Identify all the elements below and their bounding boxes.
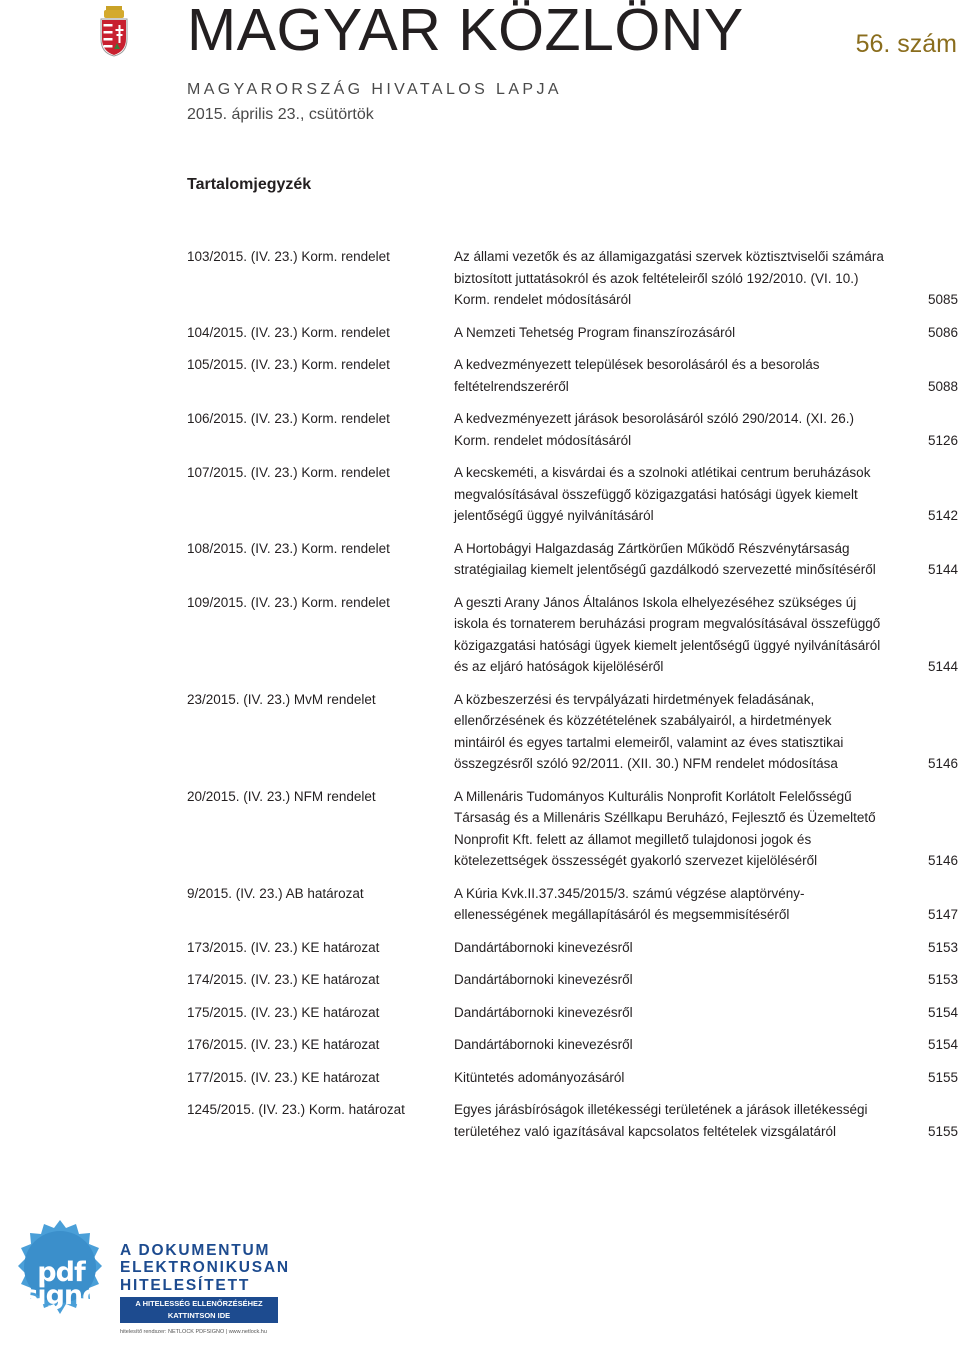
toc-entry-title: Dandártábornoki kinevezésről	[454, 1004, 633, 1020]
toc-entry-page: 5085	[927, 292, 958, 307]
toc-entry[interactable]	[187, 689, 960, 775]
table-of-contents	[187, 246, 960, 1153]
toc-entry[interactable]	[187, 322, 960, 344]
publication-date: 2015. április 23., csütörtök	[187, 106, 374, 123]
toc-entry-page: 5155	[927, 1123, 958, 1139]
toc-entry[interactable]	[187, 408, 960, 451]
toc-entry[interactable]	[187, 937, 960, 959]
toc-heading: Tartalomjegyzék	[187, 176, 312, 193]
issue-number: 56. szám	[855, 30, 957, 58]
hungarian-coat-of-arms-icon	[99, 5, 129, 57]
toc-entry-reference: 23/2015. (IV. 23.) MvM rendelet	[187, 691, 376, 707]
toc-entry-title: A kedvezményezett járások besorolásáról szóló 290/2014. (XI. 26.) Korm. rendelet módosításáról	[454, 411, 854, 448]
toc-entry[interactable]	[187, 462, 960, 527]
toc-entry-reference: 9/2015. (IV. 23.) AB határozat	[187, 885, 364, 901]
toc-entry-reference: 109/2015. (IV. 23.) Korm. rendelet	[187, 594, 390, 610]
signo-logo: pdf signo	[22, 1257, 100, 1311]
toc-entry-title: A közbeszerzési és tervpályázati hirdetmények feladásának, ellenőrzésének és közzétételének szabályairól, a hirdetmények mintáiról és egyes tartalmi elemeiről, valamint az éves statisztikai összegzésről szóló 92/2011. (XII. 30.) NFM rendelet módosítása	[454, 691, 844, 771]
toc-entry-reference: 104/2015. (IV. 23.) Korm. rendelet	[187, 324, 390, 340]
toc-entry-reference: 174/2015. (IV. 23.) KE határozat	[187, 972, 380, 987]
toc-entry[interactable]	[187, 1002, 960, 1024]
toc-entry[interactable]	[187, 246, 960, 311]
toc-entry-reference: 103/2015. (IV. 23.) Korm. rendelet	[187, 249, 390, 264]
signo-line-1: A DOKUMENTUM	[120, 1242, 271, 1259]
toc-entry-reference: 20/2015. (IV. 23.) NFM rendelet	[187, 788, 376, 804]
toc-entry[interactable]	[187, 969, 960, 991]
toc-entry-page: 5126	[927, 432, 958, 448]
toc-entry-page: 5155	[927, 1069, 958, 1085]
toc-entry-page: 5153	[927, 939, 958, 955]
toc-entry-page: 5144	[927, 659, 958, 674]
toc-entry[interactable]	[187, 1099, 960, 1142]
toc-entry-page: 5147	[927, 907, 958, 922]
page-title: MAGYAR KÖZLÖNY	[187, 0, 744, 63]
toc-entry-title: Dandártábornoki kinevezésről	[454, 972, 633, 987]
toc-entry-title: A Hortobágyi Halgazdaság Zártkörűen Működő Részvénytársaság stratégiailag kiemelt jelentőségű gazdálkodó szervezetté minősítéséről	[454, 540, 876, 577]
toc-entry-reference: 108/2015. (IV. 23.) Korm. rendelet	[187, 540, 390, 556]
toc-entry-reference: 175/2015. (IV. 23.) KE határozat	[187, 1004, 380, 1020]
toc-entry-page: 5154	[927, 1037, 958, 1052]
toc-entry-page: 5146	[927, 756, 958, 771]
toc-entry-title: A kecskeméti, a kisvárdai és a szolnoki atlétikai centrum beruházások megvalósításával összefüggő közigazgatási hatósági ügyek kiemelt jelentőségű üggyé nyilvánításáról	[454, 465, 871, 523]
toc-entry[interactable]	[187, 592, 960, 678]
toc-entry-page: 5154	[927, 1004, 958, 1020]
toc-entry-reference: 105/2015. (IV. 23.) Korm. rendelet	[187, 357, 390, 372]
toc-entry[interactable]	[187, 1034, 960, 1056]
toc-entry-page: 5144	[927, 562, 958, 577]
toc-entry-page: 5153	[927, 972, 958, 987]
signo-footer: hitelesítő rendszer: NETLOCK PDFSIGNO | www.netlock.hu	[120, 1329, 267, 1335]
verify-button-label-1: A HITELESSÉG ELLENŐRZÉSÉHEZ	[135, 1299, 263, 1308]
signo-line-3: HITELESÍTETT	[120, 1277, 251, 1294]
toc-entry-title: A Nemzeti Tehetség Program finanszírozásáról	[454, 324, 736, 340]
toc-entry-reference: 107/2015. (IV. 23.) Korm. rendelet	[187, 465, 390, 480]
toc-entry-title: Dandártábornoki kinevezésről	[454, 939, 633, 955]
toc-entry-page: 5146	[927, 853, 958, 868]
toc-entry-reference: 173/2015. (IV. 23.) KE határozat	[187, 939, 380, 955]
toc-entry-reference: 1245/2015. (IV. 23.) Korm. határozat	[187, 1102, 405, 1117]
signo-line-2: ELEKTRONIKUSAN	[120, 1259, 290, 1276]
toc-entry-page: 5142	[927, 508, 958, 523]
toc-entry-reference: 177/2015. (IV. 23.) KE határozat	[187, 1069, 380, 1085]
toc-entry-title: Dandártábornoki kinevezésről	[454, 1037, 633, 1052]
toc-entry[interactable]	[187, 883, 960, 926]
toc-entry-title: A geszti Arany János Általános Iskola elhelyezéséhez szükséges új iskola és tornaterem beruházási program megvalósításával összefüggő közigazgatási hatósági ügyek kiemelt jelentőségű üggyé nyilvánításáról és az eljáró hatóságok kijelöléséről	[454, 594, 881, 674]
toc-entry-page: 5088	[927, 378, 958, 394]
toc-entry-title: Egyes járásbíróságok illetékességi területének a járások illetékességi területéhez való igazításával kapcsolatos feltételek vizsgálatáról	[454, 1102, 868, 1139]
toc-entry-title: Kitüntetés adományozásáról	[454, 1069, 625, 1085]
subtitle: MAGYARORSZÁG HIVATALOS LAPJA	[187, 81, 562, 98]
signature-stamp[interactable]	[0, 1198, 290, 1350]
toc-entry-title: A Kúria Kvk.II.37.345/2015/3. számú végzése alaptörvény-ellenességének megállapításáról és megsemmisítéséről	[454, 885, 805, 922]
toc-entry-title: Az állami vezetők és az államigazgatási szervek köztisztviselői számára biztosított juttatásokról és azok feltételeiről szóló 192/2010. (VI. 10.) Korm. rendelet módosításáról	[454, 249, 884, 307]
toc-entry-title: A Millenáris Tudományos Kulturális Nonprofit Korlátolt Felelősségű Társaság és a Millenáris Széllkapu Beruházó, Fejlesztő és Üzemeltető Nonprofit Kft. felett az államot megillető tulajdonosi jogok és kötelezettségek összességét gyakorló szervezet kijelöléséről	[454, 788, 876, 868]
toc-entry-page: 5086	[927, 324, 958, 340]
toc-entry[interactable]	[187, 786, 960, 872]
toc-entry[interactable]	[187, 1067, 960, 1089]
verify-button-label-2: KATTINTSON IDE	[167, 1311, 231, 1320]
toc-entry-reference: 106/2015. (IV. 23.) Korm. rendelet	[187, 411, 390, 426]
toc-entry[interactable]	[187, 538, 960, 581]
toc-entry-title: A kedvezményezett települések besorolásáról és a besorolás feltételrendszeréről	[454, 357, 820, 394]
toc-entry-reference: 176/2015. (IV. 23.) KE határozat	[187, 1037, 380, 1052]
toc-entry[interactable]	[187, 354, 960, 397]
